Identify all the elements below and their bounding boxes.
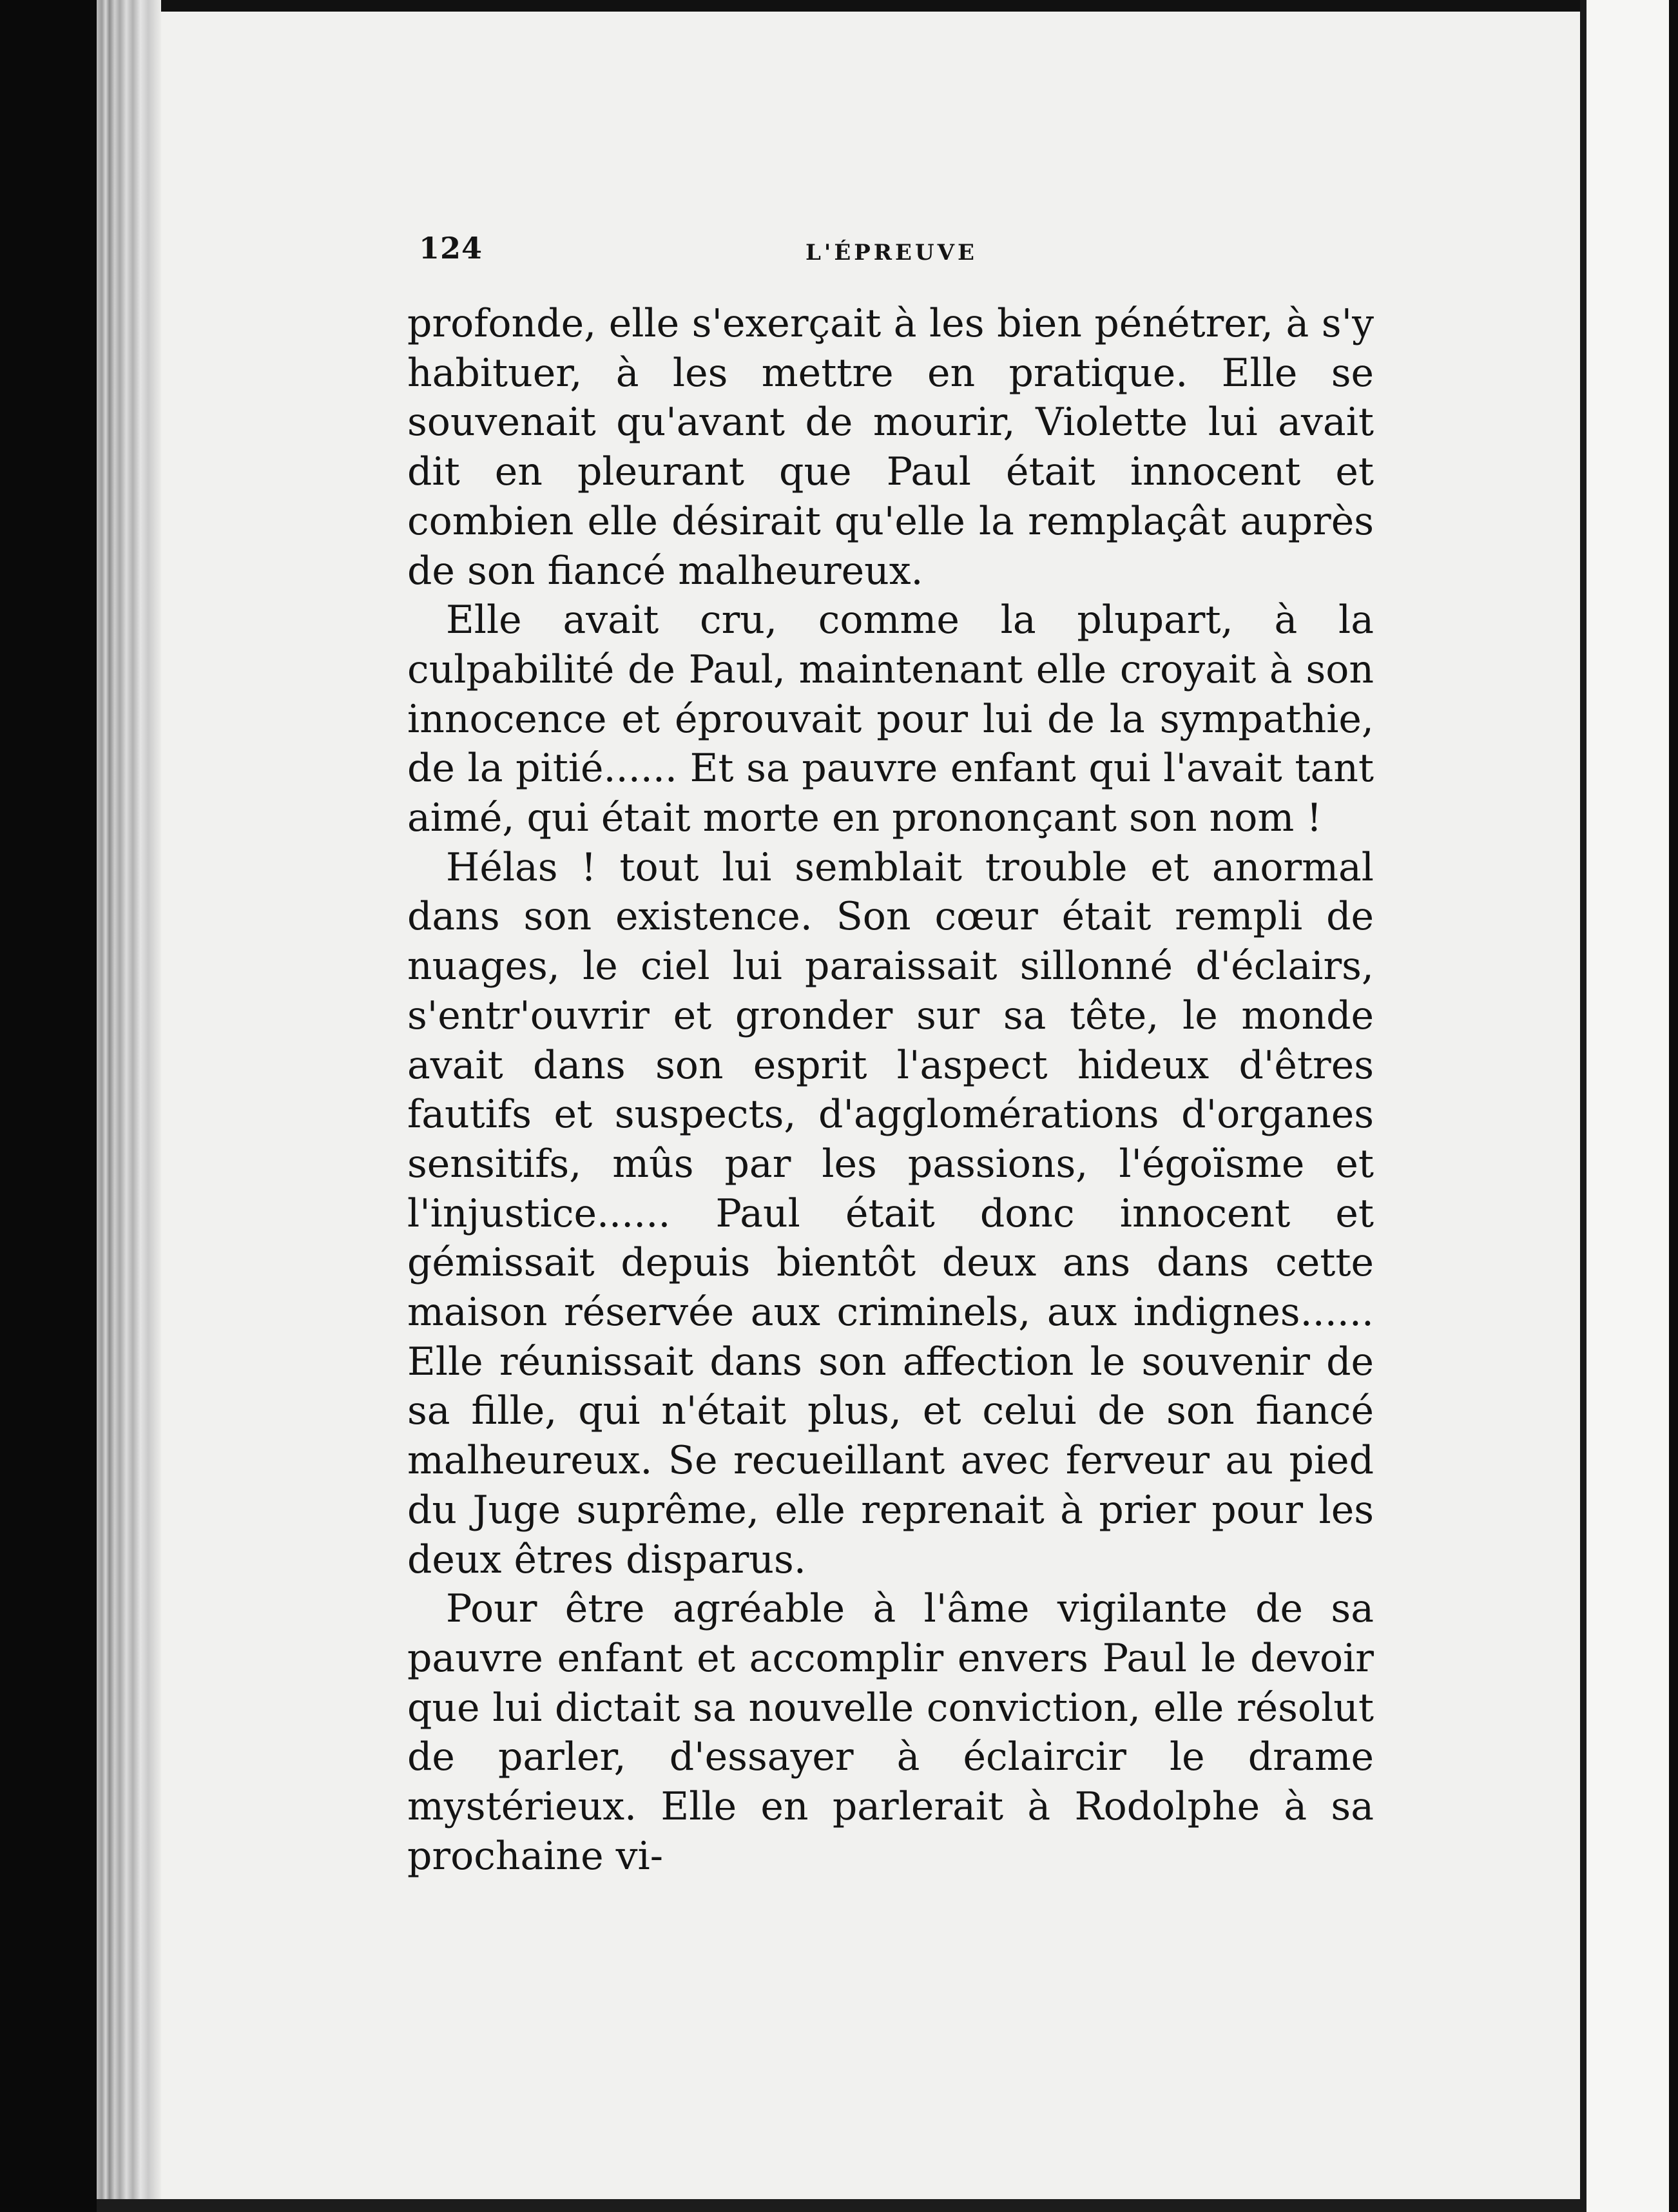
scan-top-border — [0, 0, 1678, 12]
paragraph: Elle avait cru, comme la plupart, à la culpabilité de Paul, maintenant elle croyait à son innocence et éprouvait pour lui de la sympathie, de la pitié...... Et sa pauvre enfant qui l'avait tant aimé, qui était morte en prononçant son nom ! — [407, 597, 1374, 841]
scan-left-border — [0, 0, 97, 2212]
page-edge-line — [1580, 0, 1586, 2212]
paragraph: Hélas ! tout lui semblait trouble et anormal dans son existence. Son cœur était rempli de nuages, le ciel lui paraissait sillonné d'éclairs, s'entr'ouvrir et gronder sur sa tête, le monde avait dans son esprit l'aspect hideux d'êtres fautifs et suspects, d'agglomérations d'organes sensitifs, mûs par les passions, l'égoïsme et l'injustice...... Paul était donc innocent et gémissait depuis bientôt deux ans dans cette maison réservée aux criminels, aux indignes...... Elle réunissait dans son affection le souvenir de sa fille, qui n'était plus, et celui de son fiancé malheureux. Se recueillant avec ferveur au pied du Juge suprême, elle reprenait à prier pour les deux êtres disparus. — [407, 844, 1374, 1582]
page-number: 124 — [419, 231, 483, 266]
scan-bottom-border — [97, 2199, 1580, 2212]
scan-right-margin — [1586, 0, 1678, 2212]
body-text — [407, 299, 1374, 1881]
running-title: L'ÉPREUVE — [805, 240, 978, 266]
paragraph: Pour être agréable à l'âme vigilante de sa pauvre enfant et accomplir envers Paul le devoir que lui dictait sa nouvelle conviction, elle résolut de parler, d'essayer à éclaircir le drame mystérieux. Elle en parlerait à Rodolphe à sa prochaine vi- — [407, 1586, 1374, 1879]
paragraph: profonde, elle s'exerçait à les bien pénétrer, à s'y habituer, à les mettre en pratique. Elle se souvenait qu'avant de mourir, Violette lui avait dit en pleurant que Paul était innocent et combien elle désirait qu'elle la remplaçât auprès de son fiancé malheureux. — [407, 301, 1374, 594]
running-head — [419, 231, 1434, 276]
scan-right-border — [1669, 0, 1678, 2212]
book-gutter — [97, 0, 161, 2212]
